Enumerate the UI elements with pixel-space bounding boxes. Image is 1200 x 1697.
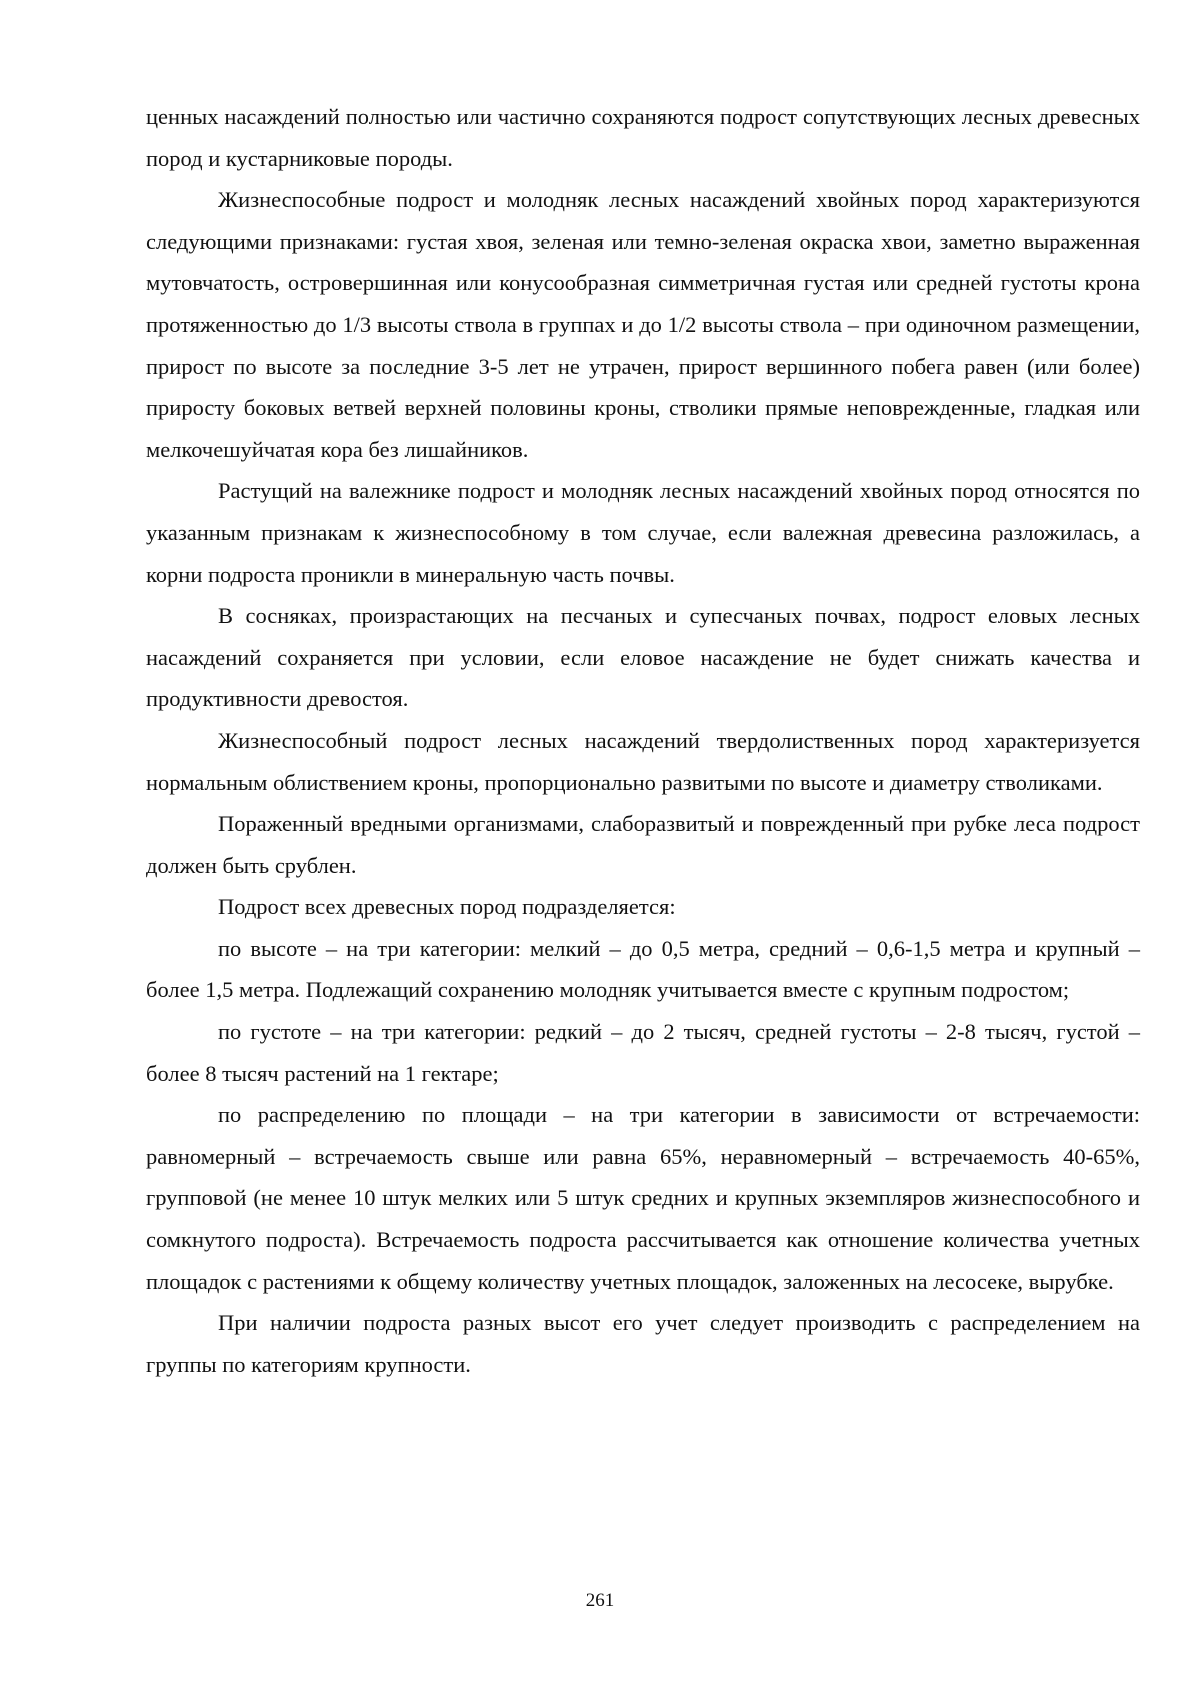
- paragraph-mixed-heights: При наличии подроста разных высот его учет следует производить с распределением на группы по категориям крупности.: [146, 1310, 1140, 1377]
- paragraph-classification-intro: Подрост всех древесных пород подразделяется:: [218, 894, 676, 920]
- paragraph-by-height: по высоте – на три категории: мелкий – до 0,5 метра, средний – 0,6-1,5 метра и крупный – более 1,5 метра. Подлежащий сохранению молодняк учитывается вместе с крупным подростом;: [146, 935, 1140, 1003]
- paragraph-hardwood-viability: Жизнеспособный подрост лесных насаждений твердолиственных пород характеризуется нормальным облиствением кроны, пропорционально развитыми по высоте и диаметру стволиками.: [146, 727, 1140, 795]
- paragraph-damaged-undergrowth: Пораженный вредными организмами, слаборазвитый и поврежденный при рубке леса подрост должен быть срублен.: [146, 811, 1140, 878]
- paragraph-continuation: ценных насаждений полностью или частично сохраняются подрост сопутствующих лесных древесных пород и кустарниковые породы.: [146, 104, 1140, 171]
- page-number: 261: [585, 1590, 615, 1611]
- document-body: [146, 96, 1140, 1385]
- paragraph-conifer-viability: Жизнеспособные подрост и молодняк лесных насаждений хвойных пород характеризуются следующими признаками: густая хвоя, зеленая или темно-зеленая окраска хвои, заметно выраженная мутовчатость, островершинная или конусообразная симметричная густая или средней густоты крона протяженностью до 1/3 высоты ствола в группах и до 1/2 высоты ствола – при одиночном размещении, прирост по высоте за последние 3-5 лет не утрачен, прирост вершинного побега равен (или более) приросту боковых ветвей верхней половины кроны, стволики прямые неповрежденные, гладкая или мелкочешуйчатая кора без лишайников.: [146, 187, 1140, 462]
- paragraph-deadwood-growth: Растущий на валежнике подрост и молодняк лесных насаждений хвойных пород относятся по указанным признакам к жизнеспособному в том случае, если валежная древесина разложилась, а корни подроста проникли в минеральную часть почвы.: [146, 478, 1140, 587]
- paragraph-pine-stands: В сосняках, произрастающих на песчаных и супесчаных почвах, подрост еловых лесных насаждений сохраняется при условии, если еловое насаждение не будет снижать качества и продуктивности древостоя.: [146, 603, 1140, 712]
- paragraph-by-distribution: по распределению по площади – на три категории в зависимости от встречаемости: равномерный – встречаемость свыше или равна 65%, неравномерный – встречаемость 40-65%, групповой (не менее 10 штук мелких или 5 штук средних и крупных экземпляров жизнеспособного и сомкнутого подроста). Встречаемость подроста рассчитывается как отношение количества учетных площадок с растениями к общему количеству учетных площадок, заложенных на лесосеке, вырубке.: [146, 1102, 1140, 1294]
- paragraph-by-density: по густоте – на три категории: редкий – до 2 тысяч, средней густоты – 2-8 тысяч, густой – более 8 тысяч растений на 1 гектаре;: [146, 1019, 1140, 1086]
